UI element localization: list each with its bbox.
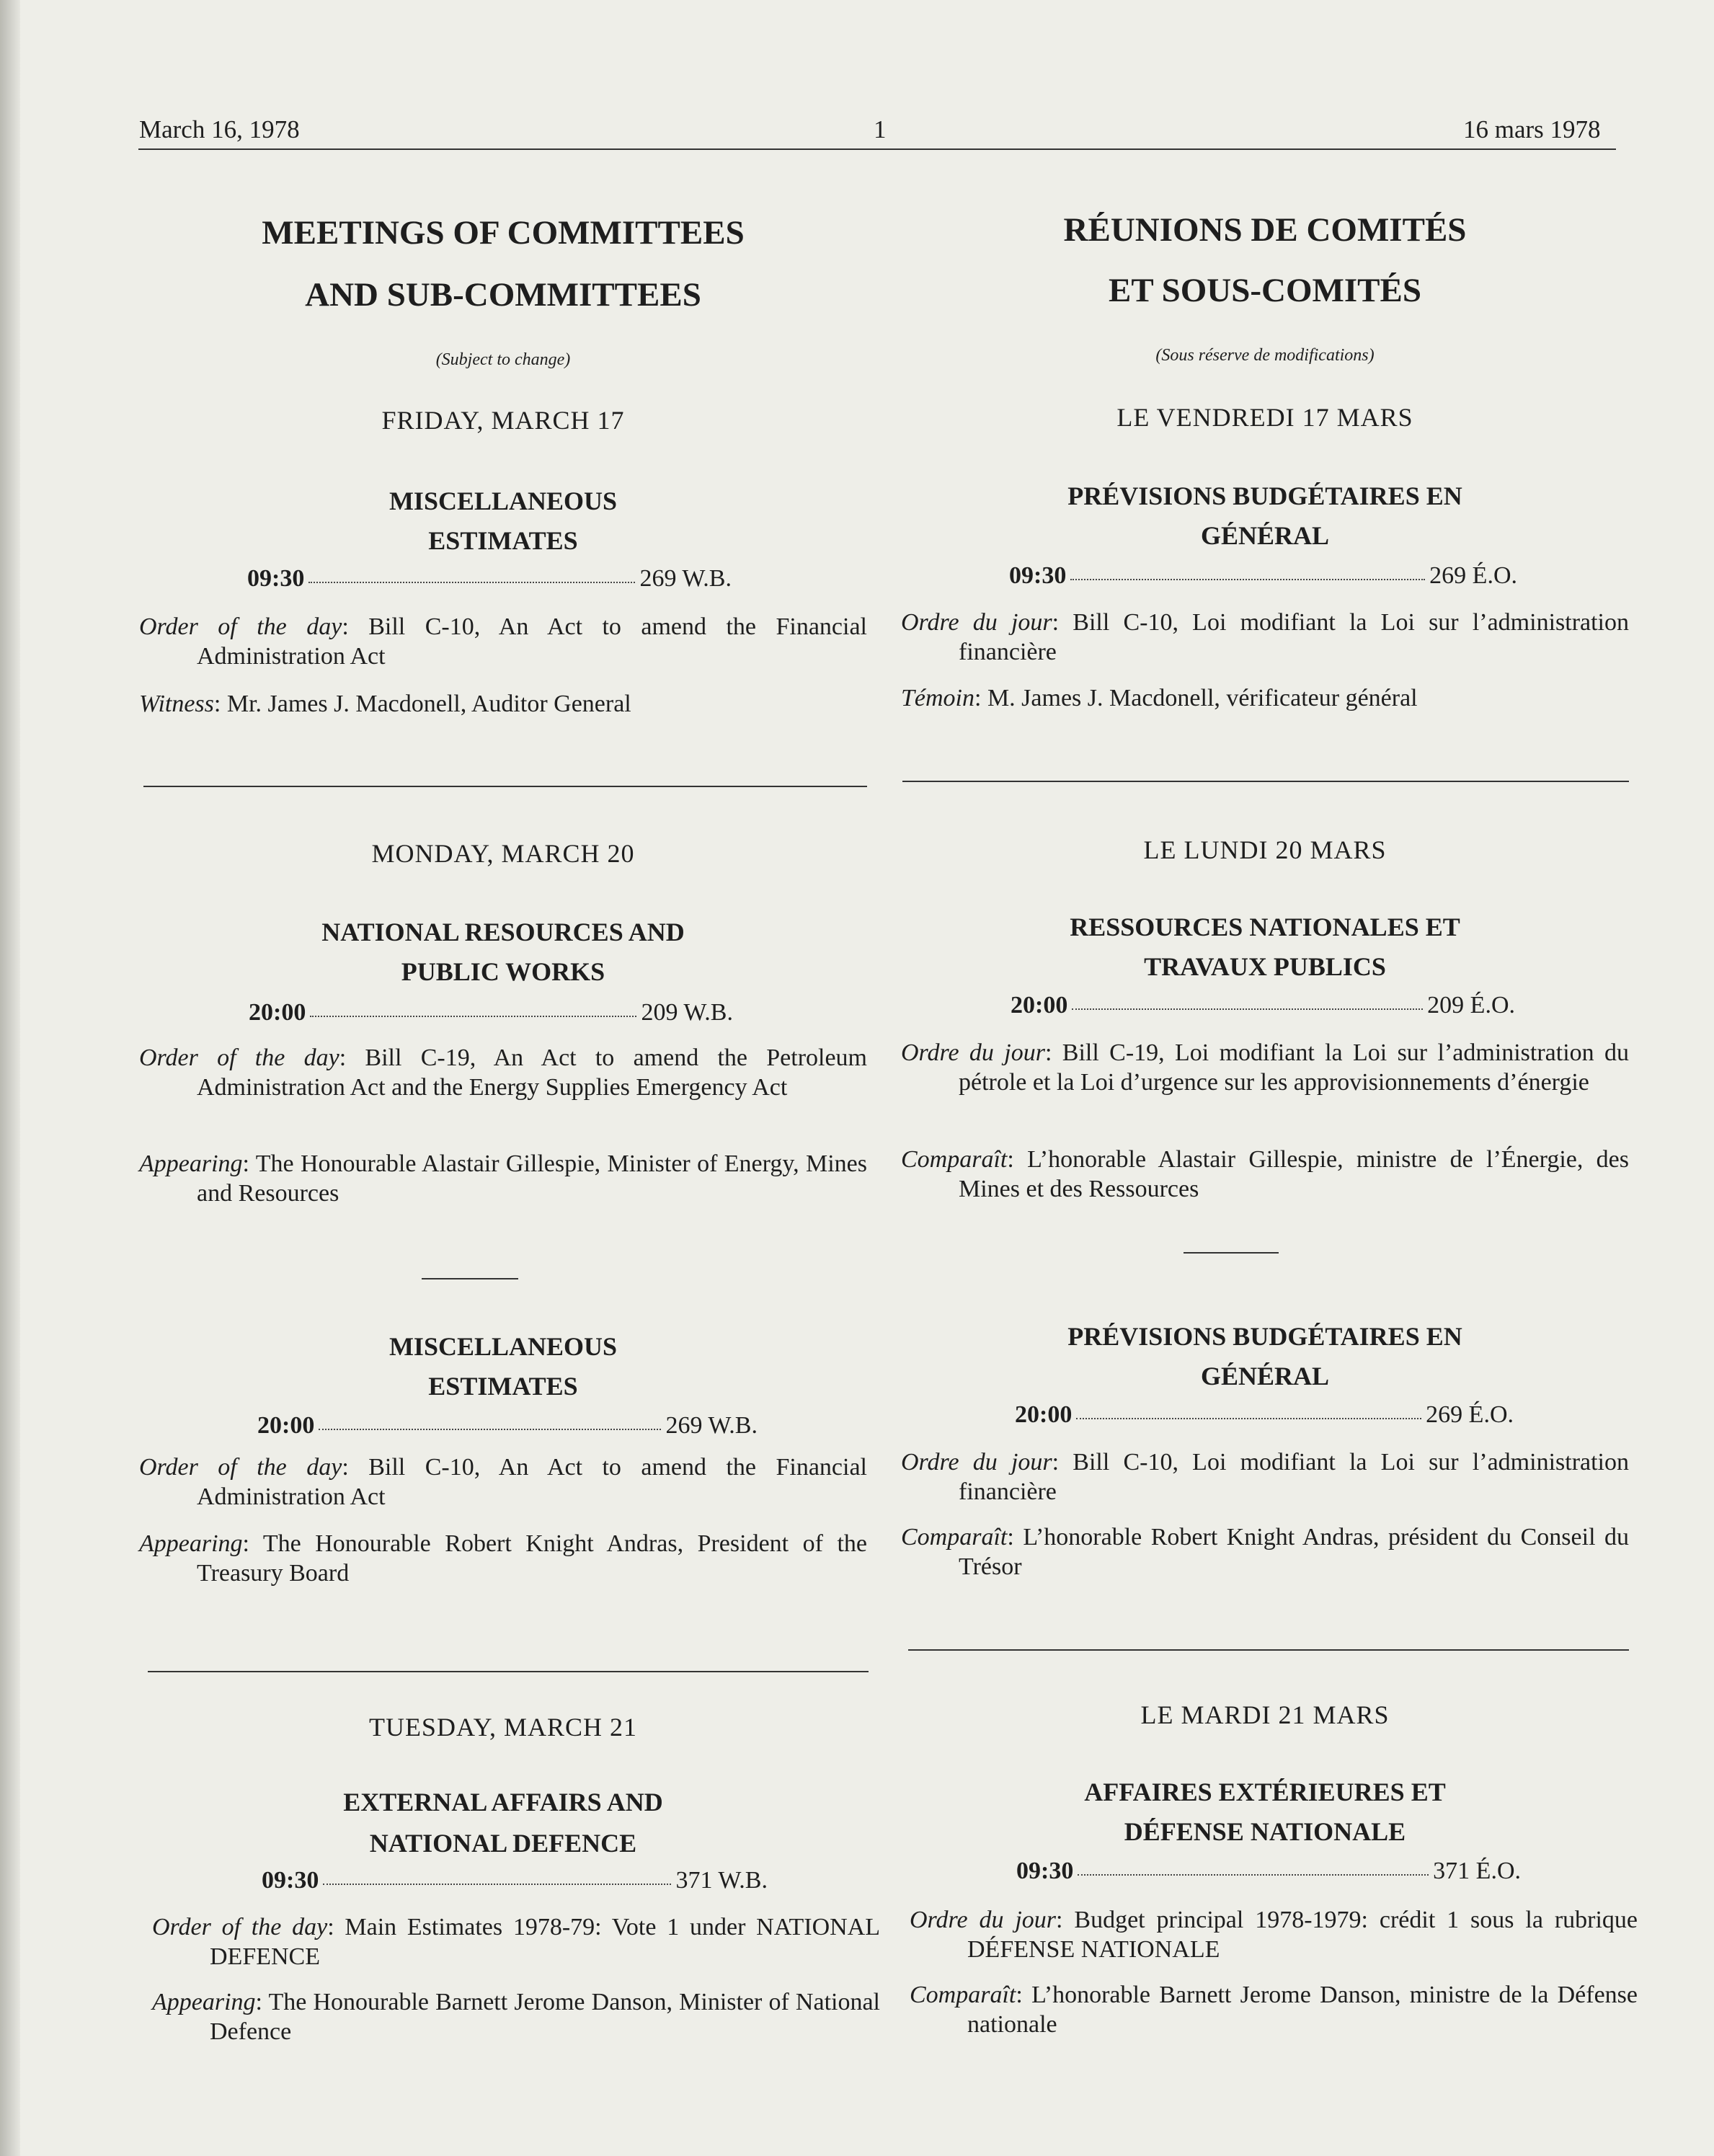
meeting-time: 20:00: [1015, 1401, 1073, 1428]
page-number: 1: [874, 115, 887, 143]
item-text: L’honorable Robert Knight Andras, président du Conseil du Trésor: [959, 1524, 1630, 1580]
order-du-jour: Ordre du jour: Bill C-19, Loi modifiant la Loi sur l’administration du pétrole et la Loi d’urgence sur les approvisionnements d’énergie: [901, 1039, 1630, 1096]
meeting-time: 09:30: [262, 1867, 319, 1894]
item-label: Order of the day: [139, 1044, 339, 1071]
day-heading: FRIDAY, MARCH 17: [381, 406, 625, 435]
page-title-line2: ET SOUS-COMITÉS: [1108, 272, 1421, 309]
item-label: Ordre du jour: [901, 1039, 1045, 1066]
meeting-room: 371 É.O.: [1433, 1858, 1521, 1884]
meeting-room: 371 W.B.: [675, 1867, 768, 1894]
committee-name: TRAVAUX PUBLICS: [1144, 952, 1386, 981]
subject-to-change-note: (Sous réserve de modifications): [1155, 346, 1375, 365]
item-label: Comparaît: [901, 1524, 1008, 1551]
item-text: M. James J. Macdonell, vérificateur général: [987, 685, 1418, 711]
meeting-time-room: [247, 565, 732, 593]
meeting-time-room: [1015, 1401, 1514, 1429]
item-text: L’honorable Alastair Gillespie, ministre de l’Énergie, des Mines et des Ressources: [959, 1146, 1630, 1202]
subject-to-change-note: (Subject to change): [435, 350, 571, 369]
item-text: Bill C-10, An Act to amend the Financial Administration Act: [197, 1454, 868, 1510]
item-label: Comparaît: [901, 1146, 1008, 1173]
page-title-line1: RÉUNIONS DE COMITÉS: [1063, 211, 1467, 249]
item-text: The Honourable Alastair Gillespie, Minister of Energy, Mines and Resources: [197, 1150, 867, 1207]
dot-leader: [1072, 1008, 1423, 1010]
committee-name: ESTIMATES: [428, 1372, 578, 1401]
section-rule: [908, 1649, 1629, 1651]
meeting-room: 269 W.B.: [639, 565, 732, 592]
witness: Witness: Mr. James J. Macdonell, Auditor General: [139, 691, 631, 717]
item-label: Appearing: [139, 1530, 243, 1557]
item-label: Witness: [139, 691, 214, 717]
item-text: The Honourable Robert Knight Andras, President of the Treasury Board: [197, 1530, 867, 1587]
committee-name: RESSOURCES NATIONALES ET: [1070, 913, 1460, 941]
meeting-time-room: [262, 1867, 768, 1894]
committee-name: DÉFENSE NATIONALE: [1124, 1817, 1406, 1846]
item-text: Main Estimates 1978-79: Vote 1 under NATIONAL DEFENCE: [210, 1914, 881, 1970]
item-label: Order of the day: [152, 1914, 328, 1940]
meeting-time: 09:30: [1016, 1858, 1074, 1884]
item-text: Budget principal 1978-1979: crédit 1 sous la rubrique DÉFENSE NATIONALE: [967, 1907, 1638, 1963]
short-divider: [1184, 1252, 1279, 1254]
order-du-jour: Ordre du jour: Budget principal 1978-1979: crédit 1 sous la rubrique DÉFENSE NATIONALE: [910, 1907, 1638, 1963]
header-date-english: March 16, 1978: [139, 115, 300, 143]
order-of-the-day: Order of the day: Bill C-10, An Act to amend the Financial Administration Act: [139, 613, 868, 670]
meeting-room: 269 É.O.: [1426, 1401, 1514, 1428]
header-rule: [138, 148, 1616, 150]
item-label: Témoin: [901, 685, 974, 711]
section-rule: [148, 1671, 869, 1672]
page-title-line1: MEETINGS OF COMMITTEES: [262, 214, 745, 252]
day-heading: LE MARDI 21 MARS: [1140, 1700, 1390, 1729]
page-title-line2: AND SUB-COMMITTEES: [305, 276, 701, 314]
meeting-time-room: [257, 1412, 758, 1439]
dot-leader: [323, 1884, 671, 1885]
appearing: Appearing: The Honourable Robert Knight Andras, President of the Treasury Board: [139, 1530, 867, 1587]
committee-name: NATIONAL DEFENCE: [369, 1829, 637, 1858]
appearing: Appearing: The Honourable Alastair Gillespie, Minister of Energy, Mines and Resources: [139, 1150, 867, 1207]
item-text: L’honorable Barnett Jerome Danson, ministre de la Défense nationale: [967, 1982, 1638, 2038]
meeting-room: 209 W.B.: [641, 999, 733, 1026]
meeting-time: 20:00: [257, 1412, 315, 1439]
header-date-french: 16 mars 1978: [1463, 115, 1601, 143]
meeting-room: 269 É.O.: [1429, 562, 1517, 589]
dot-leader: [308, 582, 635, 583]
temoin: Témoin: M. James J. Macdonell, vérificateur général: [901, 685, 1418, 711]
item-label: Order of the day: [139, 613, 342, 640]
day-heading: TUESDAY, MARCH 21: [368, 1713, 638, 1742]
item-label: Appearing: [139, 1150, 243, 1177]
order-du-jour: Ordre du jour: Bill C-10, Loi modifiant la Loi sur l’administration financière: [901, 1449, 1629, 1505]
meeting-time: 09:30: [247, 565, 305, 592]
dot-leader: [1076, 1418, 1421, 1419]
section-rule: [902, 781, 1629, 782]
meeting-time-room: [1016, 1858, 1521, 1885]
day-heading: LE LUNDI 20 MARS: [1143, 835, 1387, 864]
item-text: Bill C-19, Loi modifiant la Loi sur l’administration du pétrole et la Loi d’urgence sur les approvisionnements d’énergie: [959, 1039, 1630, 1096]
committee-name: MISCELLANEOUS: [388, 487, 618, 515]
meeting-time: 20:00: [1011, 992, 1068, 1019]
day-heading: LE VENDREDI 17 MARS: [1116, 403, 1413, 432]
item-label: Ordre du jour: [901, 1449, 1052, 1476]
item-text: Bill C-10, Loi modifiant la Loi sur l’administration financière: [959, 1449, 1629, 1505]
item-label: Order of the day: [139, 1454, 342, 1481]
dot-leader: [319, 1429, 661, 1430]
committee-name: PRÉVISIONS BUDGÉTAIRES EN: [1067, 482, 1462, 510]
item-text: The Honourable Barnett Jerome Danson, Minister of National Defence: [210, 1989, 880, 2045]
meeting-time-room: [1009, 562, 1517, 590]
dot-leader: [1078, 1874, 1429, 1876]
comparait: Comparaît: L’honorable Barnett Jerome Danson, ministre de la Défense nationale: [910, 1982, 1638, 2038]
item-text: Mr. James J. Macdonell, Auditor General: [226, 691, 631, 717]
meeting-time-room: [249, 999, 733, 1026]
committee-name: MISCELLANEOUS: [388, 1332, 618, 1361]
committee-name: NATIONAL RESOURCES AND: [321, 918, 685, 946]
day-heading: MONDAY, MARCH 20: [371, 839, 635, 868]
item-text: Bill C-10, An Act to amend the Financial Administration Act: [197, 613, 868, 670]
appearing: Appearing: The Honourable Barnett Jerome Danson, Minister of National Defence: [152, 1989, 880, 2045]
committee-name: ESTIMATES: [428, 526, 578, 555]
section-rule: [143, 786, 867, 787]
item-text: Bill C-19, An Act to amend the Petroleum Administration Act and the Energy Supplies Emergency Act: [197, 1044, 868, 1101]
committee-name: EXTERNAL AFFAIRS AND: [343, 1788, 663, 1816]
committee-name: PUBLIC WORKS: [401, 957, 605, 986]
item-text: Bill C-10, Loi modifiant la Loi sur l’administration financière: [959, 609, 1629, 665]
item-label: Ordre du jour: [910, 1907, 1057, 1933]
order-of-the-day: Order of the day: Main Estimates 1978-79: Vote 1 under NATIONAL DEFENCE: [152, 1914, 881, 1970]
short-divider: [422, 1278, 518, 1279]
page-edge-shadow: [0, 0, 20, 2156]
meeting-time: 20:00: [249, 999, 306, 1026]
dot-leader: [310, 1016, 636, 1017]
item-label: Appearing: [152, 1989, 256, 2015]
order-of-the-day: Order of the day: Bill C-10, An Act to amend the Financial Administration Act: [139, 1454, 868, 1510]
committee-name: PRÉVISIONS BUDGÉTAIRES EN: [1067, 1322, 1462, 1351]
meeting-time: 09:30: [1009, 562, 1067, 589]
committee-name: AFFAIRES EXTÉRIEURES ET: [1084, 1778, 1446, 1806]
comparait: Comparaît: L’honorable Alastair Gillespie, ministre de l’Énergie, des Mines et des Ressources: [901, 1146, 1630, 1202]
comparait: Comparaît: L’honorable Robert Knight Andras, président du Conseil du Trésor: [901, 1524, 1630, 1580]
committee-name: GÉNÉRAL: [1200, 1362, 1330, 1390]
order-of-the-day: Order of the day: Bill C-19, An Act to amend the Petroleum Administration Act and the Energy Supplies Emergency Act: [139, 1044, 868, 1101]
meeting-room: 269 W.B.: [665, 1412, 758, 1439]
item-label: Ordre du jour: [901, 609, 1052, 636]
meeting-time-room: [1011, 992, 1515, 1019]
dot-leader: [1070, 579, 1425, 580]
committee-name: GÉNÉRAL: [1200, 521, 1330, 550]
meeting-room: 209 É.O.: [1427, 992, 1515, 1019]
item-label: Comparaît: [910, 1982, 1016, 2008]
order-du-jour: Ordre du jour: Bill C-10, Loi modifiant la Loi sur l’administration financière: [901, 609, 1629, 665]
